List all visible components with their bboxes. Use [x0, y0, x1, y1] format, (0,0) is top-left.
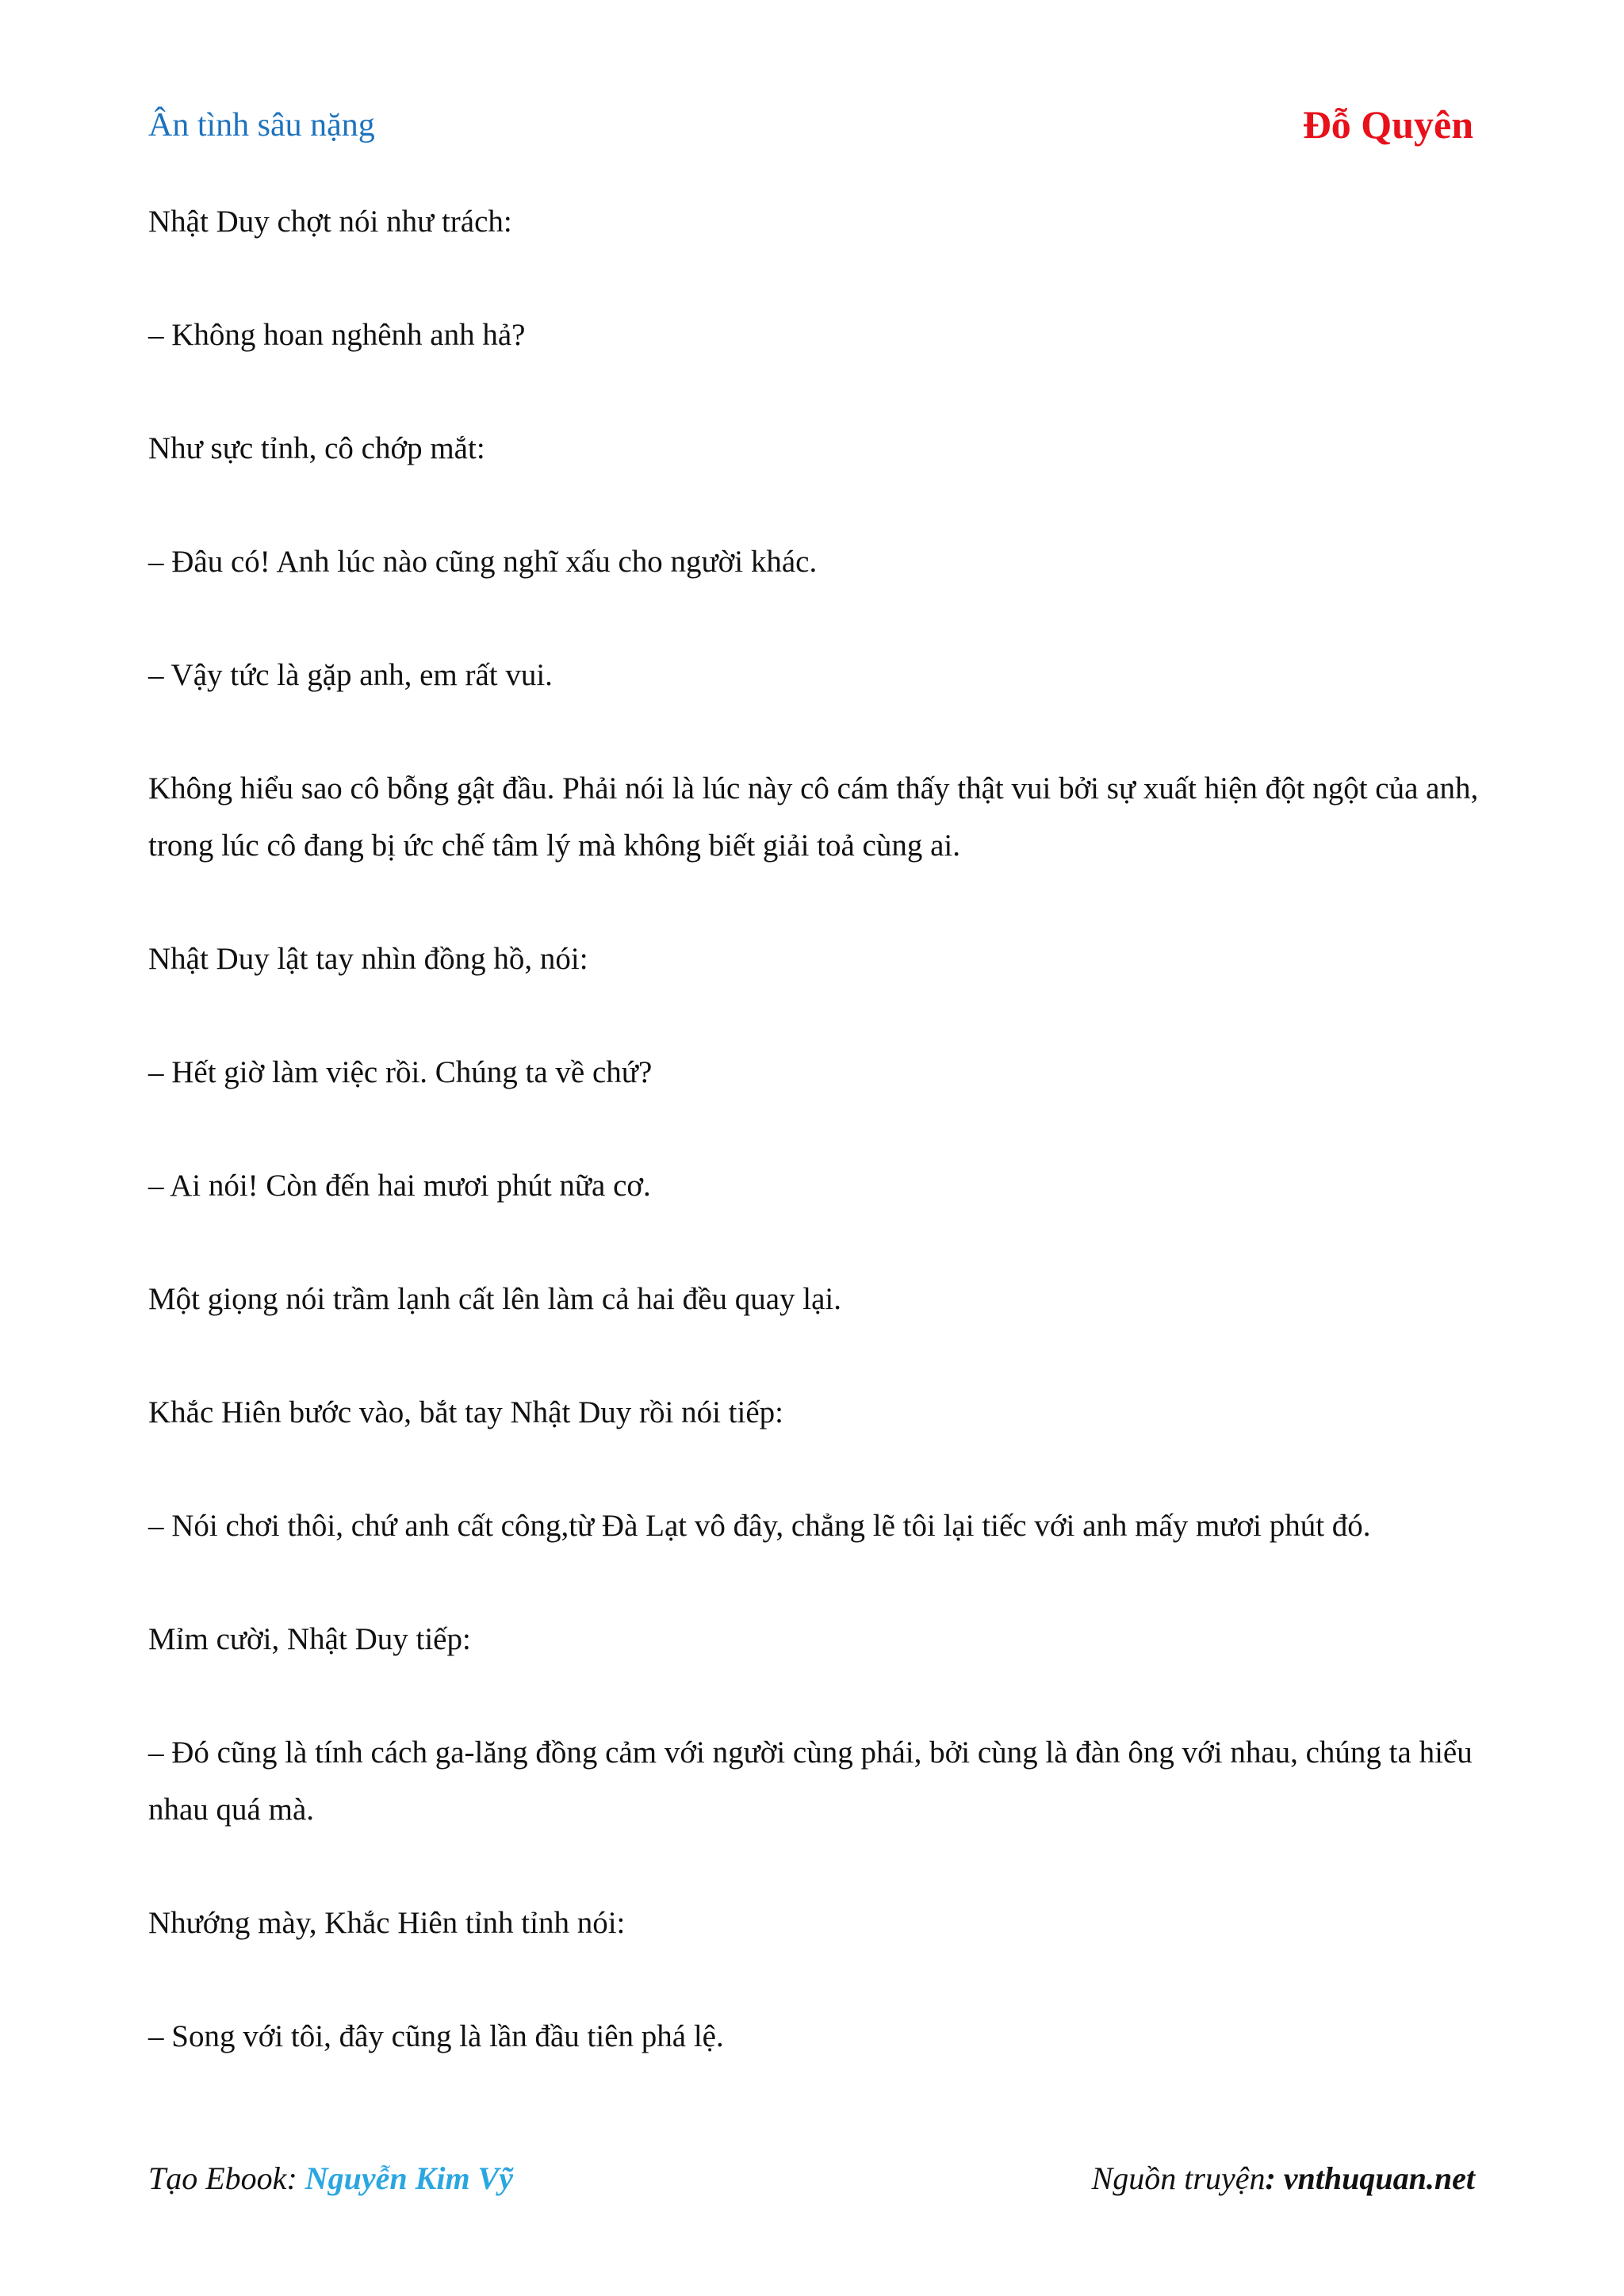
- page-content: [148, 193, 1480, 2122]
- creator-colon: :: [286, 2160, 305, 2196]
- source-credit: [1092, 2160, 1475, 2197]
- paragraph-6: Không hiểu sao cô bỗng gật đầu. Phải nói là lúc này cô cám thấy thật vui bởi sự xuất hiện đột ngột của anh, trong lúc cô đang bị ức chế tâm lý mà không biết giải toả cùng ai.: [148, 771, 1479, 863]
- book-title: Ân tình sâu nặng: [148, 107, 375, 144]
- paragraph-5: – Vậy tức là gặp anh, em rất vui.: [148, 658, 553, 692]
- paragraph-13: Mỉm cười, Nhật Duy tiếp:: [148, 1622, 471, 1656]
- paragraph-4: – Đâu có! Anh lúc nào cũng nghĩ xấu cho người khác.: [148, 545, 818, 579]
- paragraph-16: – Song với tôi, đây cũng là lần đầu tiên phá lệ.: [148, 2019, 724, 2053]
- paragraph-15: Nhướng mày, Khắc Hiên tỉnh tỉnh nói:: [148, 1906, 626, 1940]
- source-site: vnthuquan.net: [1283, 2160, 1475, 2196]
- paragraph-12: – Nói chơi thôi, chứ anh cất công,từ Đà Lạt vô đây, chẳng lẽ tôi lại tiếc với anh mấy mươi phút đó.: [148, 1509, 1371, 1543]
- paragraph-9: – Ai nói! Còn đến hai mươi phút nữa cơ.: [148, 1169, 651, 1203]
- paragraph-14: – Đó cũng là tính cách ga-lăng đồng cảm với người cùng phái, bởi cùng là đàn ông với nhau, chúng ta hiểu nhau quá mà.: [148, 1735, 1473, 1827]
- paragraph-8: – Hết giờ làm việc rồi. Chúng ta về chứ?: [148, 1055, 653, 1089]
- page-header: [148, 101, 1473, 157]
- author-name: Đỗ Quyên: [1302, 102, 1473, 147]
- paragraph-10: Một giọng nói trầm lạnh cất lên làm cả hai đều quay lại.: [148, 1282, 841, 1316]
- ebook-credit: [148, 2160, 513, 2197]
- source-colon: :: [1265, 2160, 1284, 2196]
- paragraph-7: Nhật Duy lật tay nhìn đồng hồ, nói:: [148, 942, 588, 976]
- creator-name: Nguyễn Kim Vỹ: [304, 2160, 513, 2196]
- paragraph-2: – Không hoan nghênh anh hả?: [148, 318, 526, 352]
- paragraph-11: Khắc Hiên bước vào, bắt tay Nhật Duy rồi nói tiếp:: [148, 1395, 783, 1429]
- source-label: Nguồn truyện: [1091, 2160, 1266, 2196]
- paragraph-3: Như sực tỉnh, cô chớp mắt:: [148, 431, 485, 465]
- creator-label: Tạo Ebook: [148, 2160, 287, 2196]
- paragraph-1: Nhật Duy chợt nói như trách:: [148, 205, 512, 239]
- page-footer: [148, 2160, 1475, 2207]
